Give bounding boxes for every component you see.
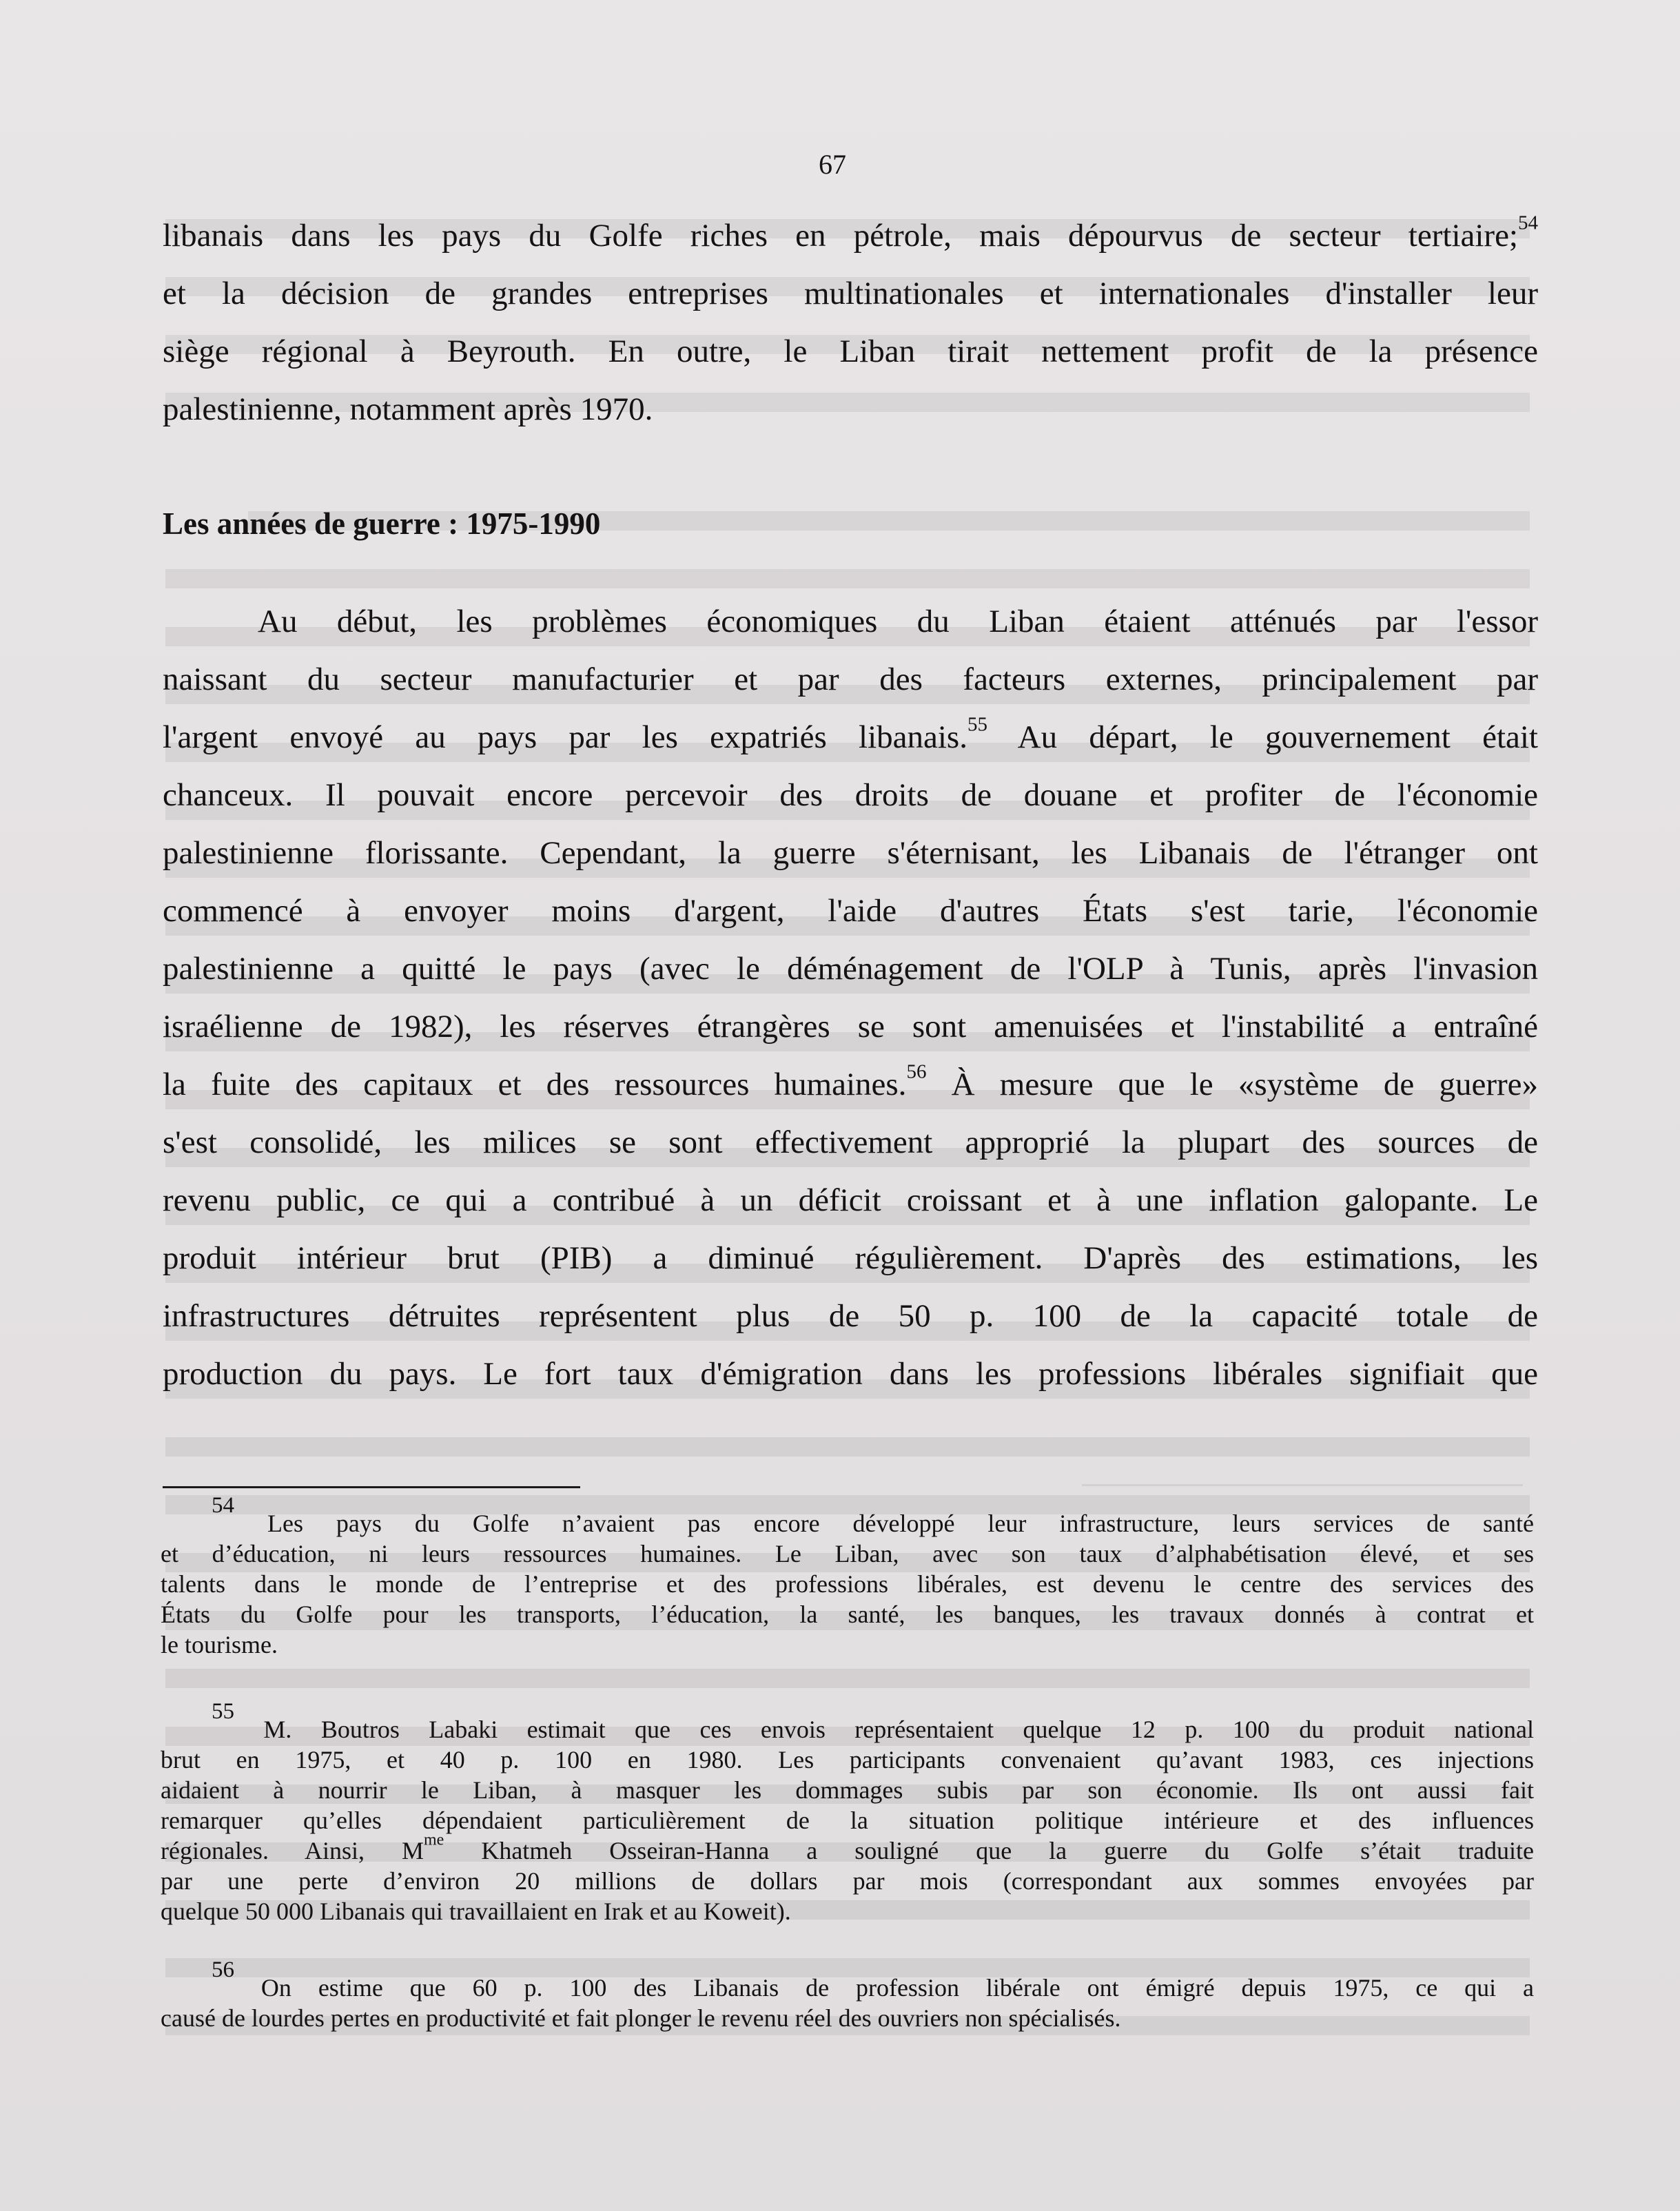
text-line: l'argent envoyé au pays par les expatriés libanais.$^{55}$ Au départ, le gouvernement était [163,713,1538,755]
paragraph-war-years [163,593,1538,1403]
footnote-line: régionales. Ainsi, $M^{me}$ Khatmeh Osseiran-Hanna a souligné que la guerre du Golfe s’était traduite [161,1831,1535,1865]
text-line: libanais dans les pays du Golfe riches en pétrole, mais dépourvus de secteur tertiaire;$^{54}$ [163,212,1538,254]
footnote-56 [161,1957,1535,2033]
footnote-line: causé de lourdes pertes en productivité et fait plonger le revenu réel des ouvriers non spécialisés. [161,2004,1121,2033]
text-line: la fuite des capitaux et des ressources humaines.$^{56}$ À mesure que le «système de guerre» [163,1060,1539,1102]
footnote-line: par une perte d’environ 20 millions de dollars par mois (correspondant aux sommes envoyées par [161,1867,1534,1895]
footnote-line: $^{55}$ M. Boutros Labaki estimait que ces envois représentaient quelque 12 p. 100 du produit national [212,1699,1534,1744]
paragraph-continuation [163,207,1538,438]
text-line: palestinienne a quitté le pays (avec le déménagement de l'OLP à Tunis, après l'invasion [163,951,1538,987]
footnote-line: quelque 50 000 Libanais qui travaillaient en Irak et au Koweit). [161,1898,791,1926]
footnote-marker-55: 55 [212,1699,234,1724]
text-line: Au début, les problèmes économiques du Liban étaient atténués par l'essor [258,604,1538,639]
text-line: et la décision de grandes entreprises multinationales et internationales d'installer leur [163,276,1538,311]
text-line: s'est consolidé, les milices se sont effectivement approprié la plupart des sources de [163,1124,1538,1160]
text-line: commencé à envoyer moins d'argent, l'aide d'autres États s'est tarie, l'économie [163,893,1538,929]
footnote-line: le tourisme. [161,1631,278,1659]
text-line: revenu public, ce qui a contribué à un déficit croissant et à une inflation galopante. Le [163,1182,1538,1218]
text-line: palestinienne, notamment après 1970. [163,391,653,427]
footnote-reference-54[interactable]: 54 [1518,212,1538,234]
text-line: israélienne de 1982), les réserves étrangères se sont amenuisées et l'instabilité a entraîné [163,1009,1538,1045]
footnote-line: et d’éducation, ni leurs ressources humaines. Le Liban, avec son taux d’alphabétisation élevé, et ses [161,1540,1534,1568]
footnote-54 [161,1493,1534,1660]
footnote-marker-56: 56 [212,1957,234,1982]
footnote-reference-56[interactable]: 56 [906,1060,927,1083]
footnote-line: États du Golfe pour les transports, l’éducation, la santé, les banques, les travaux donnés à contrat et [161,1601,1534,1629]
footnote-marker-54: 54 [212,1493,234,1518]
footnote-line: $^{56}$ On estime que 60 p. 100 des Libanais de profession libérale ont émigré depuis 1975, ce qui a [212,1957,1535,2002]
text-line: naissant du secteur manufacturier et par des facteurs externes, principalement par [163,661,1538,697]
text-line: produit intérieur brut (PIB) a diminué régulièrement. D'après des estimations, les [163,1240,1538,1276]
footnote-55 [161,1699,1535,1926]
footnote-line: brut en 1975, et 40 p. 100 en 1980. Les participants convenaient qu’avant 1983, ces injections [161,1746,1534,1774]
footnote-line: remarquer qu’elles dépendaient particulièrement de la situation politique intérieure et des influences [161,1807,1534,1835]
page-number: 67 [819,149,846,180]
section-heading: Les années de guerre : 1975-1990 [163,506,601,541]
text-line: infrastructures détruites représentent plus de 50 p. 100 de la capacité totale de [163,1298,1538,1334]
footnote-line: $^{54}$ Les pays du Golfe n’avaient pas encore développé leur infrastructure, leurs services de santé [212,1493,1534,1538]
text-line: palestinienne florissante. Cependant, la guerre s'éternisant, les Libanais de l'étranger ont [163,835,1538,871]
footnote-separator [163,1486,580,1488]
text-line: siège régional à Beyrouth. En outre, le Liban tirait nettement profit de la présence [163,333,1538,369]
superscript-me: me [424,1831,444,1849]
text-line: production du pays. Le fort taux d'émigration dans les professions libérales signifiait que [163,1356,1538,1392]
footnote-line: talents dans le monde de l’entreprise et des professions libérales, est devenu le centre des services des [161,1570,1534,1598]
text-line: chanceux. Il pouvait encore percevoir des droits de douane et profiter de l'économie [163,777,1538,813]
footnote-reference-55[interactable]: 55 [967,713,987,736]
footnote-line: aidaient à nourrir le Liban, à masquer les dommages subis par son économie. Ils ont aussi fait [161,1776,1534,1804]
